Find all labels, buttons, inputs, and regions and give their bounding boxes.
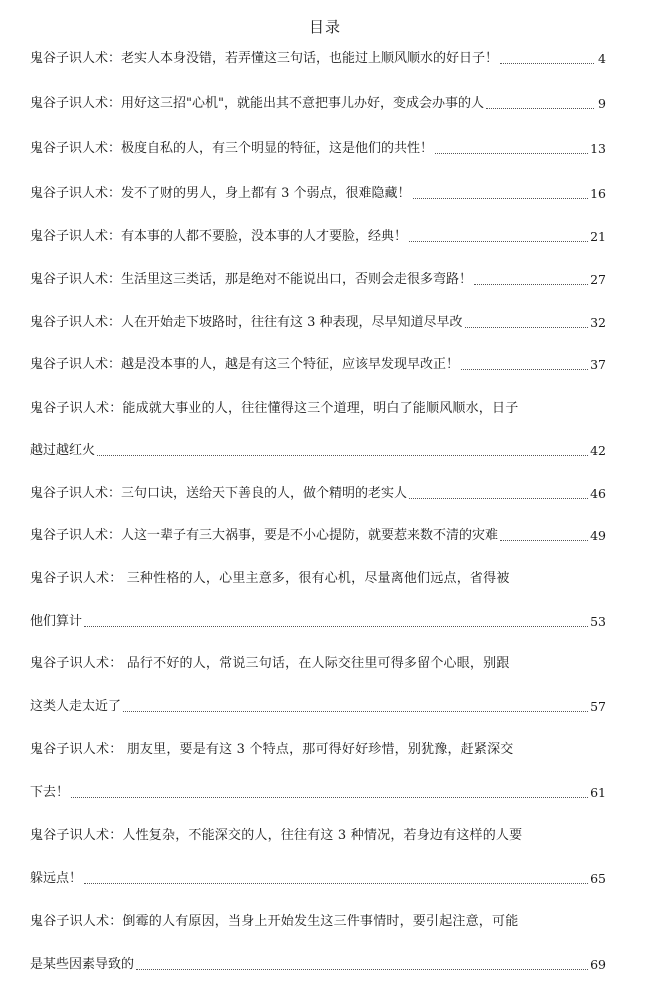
toc-entry-text: 鬼谷子识人术：能成就大事业的人，往往懂得这三个道理，明白了能顺风顺水，日子	[30, 401, 519, 416]
leader-dots	[123, 710, 588, 712]
toc-entry-text: 这类人走太近了	[30, 699, 122, 714]
toc-entry[interactable]	[30, 224, 606, 246]
leader-dots	[409, 240, 588, 242]
toc-entry-page: 49	[590, 528, 606, 543]
toc-entry[interactable]	[30, 523, 606, 545]
toc-entry-text: 鬼谷子识人术：有本事的人都不要脸，没本事的人才要脸，经典！	[30, 229, 408, 244]
toc-entry-text: 鬼谷子识人术：人这一辈子有三大祸事，要是不小心提防，就要惹来数不清的灾难	[30, 528, 499, 543]
toc-entry-text: 鬼谷子识人术： 朋友里，要是有这 3 个特点，那可得好好珍惜，别犹豫，赶紧深交	[30, 742, 514, 757]
toc-entry-continuation[interactable]	[30, 866, 606, 888]
leader-dots	[84, 882, 588, 884]
toc-entry-text: 鬼谷子识人术： 三种性格的人，心里主意多，很有心机，尽量离他们远点，省得被	[30, 571, 510, 586]
toc-entry[interactable]	[30, 267, 606, 289]
toc-entry-continuation[interactable]	[30, 952, 606, 974]
toc-entry-text: 下去！	[30, 785, 70, 800]
toc-entry-page: 37	[590, 357, 606, 372]
toc-entry-page: 61	[590, 785, 606, 800]
toc-entry[interactable]	[30, 481, 606, 503]
toc-entry[interactable]	[30, 136, 606, 158]
leader-dots	[461, 368, 588, 370]
toc-entry[interactable]	[30, 909, 606, 931]
toc-entry-page: 69	[590, 957, 606, 972]
toc-entry-text: 越过越红火	[30, 443, 96, 458]
toc-entry-page: 42	[590, 443, 606, 458]
leader-dots	[409, 497, 588, 499]
toc-entry[interactable]	[30, 46, 606, 68]
toc-entry-text: 他们算计	[30, 614, 83, 629]
leader-dots	[465, 326, 589, 328]
toc-entry-text: 鬼谷子识人术：用好这三招"心机"，就能出其不意把事儿办好，变成会办事的人	[30, 96, 484, 111]
toc-entry-text: 鬼谷子识人术：人性复杂，不能深交的人，往往有这 3 种情况，若身边有这样的人要	[30, 828, 523, 843]
toc-entry-text: 躲远点！	[30, 871, 83, 886]
toc-entry[interactable]	[30, 181, 606, 203]
toc-entry-continuation[interactable]	[30, 780, 606, 802]
leader-dots	[474, 283, 588, 285]
toc-entry-continuation[interactable]	[30, 438, 606, 460]
toc-entry-text: 鬼谷子识人术：倒霉的人有原因，当身上开始发生这三件事情时，要引起注意，可能	[30, 914, 519, 929]
toc-entry-text: 鬼谷子识人术： 品行不好的人，常说三句话，在人际交往里可得多留个心眼，别跟	[30, 656, 510, 671]
toc-title: 目录	[308, 18, 341, 36]
leader-dots	[71, 796, 588, 798]
toc-entry[interactable]	[30, 823, 606, 845]
toc-entry[interactable]	[30, 396, 606, 418]
toc-entry[interactable]	[30, 737, 606, 759]
leader-dots	[435, 152, 588, 154]
leader-dots	[500, 539, 588, 541]
toc-entry-page: 21	[590, 229, 606, 244]
toc-entry-page: 16	[590, 186, 606, 201]
toc-entry-text: 鬼谷子识人术：越是没本事的人，越是有这三个特征，应该早发现早改正！	[30, 357, 460, 372]
toc-entry[interactable]	[30, 651, 606, 673]
toc-entry-text: 鬼谷子识人术：极度自私的人，有三个明显的特征，这是他们的共性！	[30, 141, 434, 156]
toc-entry-page: 27	[590, 272, 606, 287]
toc-entry-continuation[interactable]	[30, 694, 606, 716]
toc-entry-text: 鬼谷子识人术：三句口诀，送给天下善良的人，做个精明的老实人	[30, 486, 408, 501]
toc-entry[interactable]	[30, 352, 606, 374]
toc-entry-page: 9	[598, 96, 606, 111]
toc-entry-page: 4	[598, 51, 606, 66]
leader-dots	[500, 62, 594, 64]
leader-dots	[97, 454, 588, 456]
toc-entry-page: 46	[590, 486, 606, 501]
toc-entry-text: 是某些因素导致的	[30, 957, 135, 972]
toc-entry-text: 鬼谷子识人术：老实人本身没错，若弄懂这三句话，也能过上顺风顺水的好日子！	[30, 51, 499, 66]
toc-entry-text: 鬼谷子识人术：发不了财的男人，身上都有 3 个弱点，很难隐藏！	[30, 186, 411, 201]
toc-entry[interactable]	[30, 566, 606, 588]
toc-entry[interactable]	[30, 310, 606, 332]
toc-entry-page: 32	[590, 315, 606, 330]
leader-dots	[413, 197, 589, 199]
toc-entry-text: 鬼谷子识人术：人在开始走下坡路时，往往有这 3 种表现，尽早知道尽早改	[30, 315, 463, 330]
leader-dots	[486, 107, 594, 109]
leader-dots	[84, 625, 588, 627]
toc-entry-continuation[interactable]	[30, 609, 606, 631]
toc-entry-page: 53	[590, 614, 606, 629]
toc-entry-text: 鬼谷子识人术：生活里这三类话，那是绝对不能说出口，否则会走很多弯路！	[30, 272, 473, 287]
toc-entry[interactable]	[30, 91, 606, 113]
toc-entry-page: 57	[590, 699, 606, 714]
toc-entry-page: 65	[590, 871, 606, 886]
toc-entry-page: 13	[590, 141, 606, 156]
leader-dots	[136, 968, 588, 970]
